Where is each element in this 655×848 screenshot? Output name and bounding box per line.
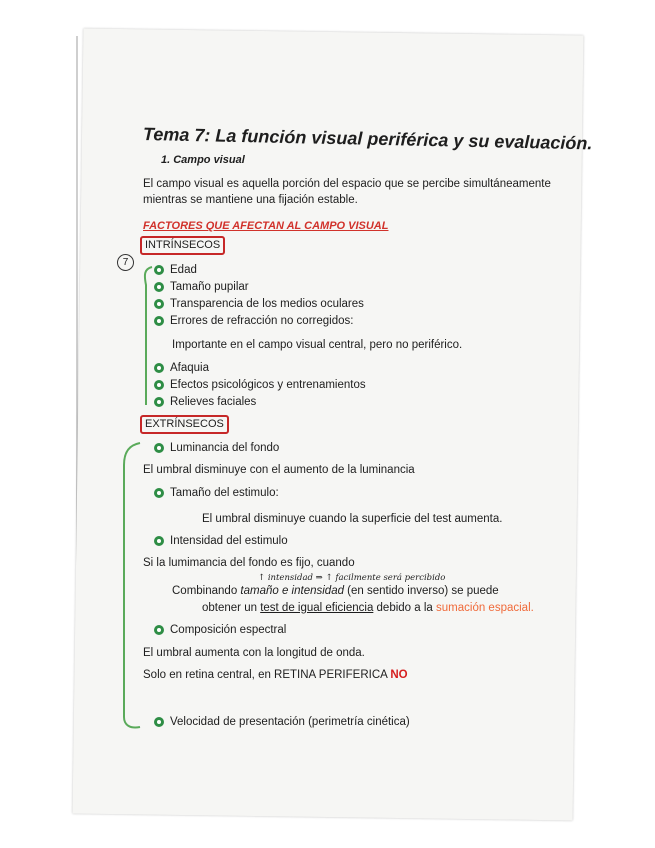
list-item bbox=[154, 624, 286, 636]
spectral-note-2-no: NO bbox=[390, 669, 408, 681]
list-item-label: Relieves faciales bbox=[170, 396, 257, 408]
list-item-label: Edad bbox=[170, 264, 197, 276]
list-item-label: Transparencia de los medios oculares bbox=[170, 298, 364, 310]
obtain-underlined: test de igual eficiencia bbox=[260, 602, 374, 614]
extrinsic-label: EXTRÍNSECOS bbox=[140, 415, 229, 434]
list-item bbox=[154, 379, 366, 391]
combine-italic: tamaño e intensidad bbox=[240, 585, 344, 597]
bullet-icon bbox=[154, 717, 164, 727]
bullet-icon bbox=[154, 443, 164, 453]
bullet-icon bbox=[154, 488, 164, 498]
spectral-note-2-text: Solo en retina central, en RETINA PERIFERICA bbox=[143, 669, 391, 681]
page-title: Tema 7: La función visual periférica y su evaluación. bbox=[142, 124, 593, 154]
intensity-formula: ↑ intensidad ⇒ ↑ facilmente será percibido bbox=[258, 573, 446, 583]
obtain-text: obtener un bbox=[202, 602, 261, 614]
factors-heading: FACTORES QUE AFECTAN AL CAMPO VISUAL bbox=[143, 220, 389, 232]
list-item-label: Velocidad de presentación (perimetría cinética) bbox=[170, 716, 410, 728]
list-item bbox=[154, 716, 410, 728]
bullet-icon bbox=[154, 625, 164, 635]
size-note: El umbral disminuye cuando la superficie del test aumenta. bbox=[202, 513, 503, 525]
bullet-icon bbox=[154, 536, 164, 546]
bullet-icon bbox=[154, 265, 164, 275]
bullet-icon bbox=[154, 299, 164, 309]
intrinsic-note: Importante en el campo visual central, pero no periférico. bbox=[172, 339, 463, 351]
intro-line-2: mientras se mantiene una fijación estable. bbox=[143, 194, 358, 206]
list-item-label: Errores de refracción no corregidos: bbox=[170, 315, 354, 327]
list-item bbox=[154, 535, 288, 547]
list-item bbox=[154, 396, 256, 408]
obtain-highlight: sumación espacial. bbox=[436, 602, 534, 614]
list-item-label: Intensidad del estimulo bbox=[170, 535, 288, 547]
list-item-label: Tamaño pupilar bbox=[170, 281, 249, 293]
list-item-label: Composición espectral bbox=[170, 624, 287, 636]
list-item-label: Luminancia del fondo bbox=[170, 442, 280, 454]
list-item bbox=[154, 487, 279, 499]
list-item bbox=[154, 281, 249, 293]
obtain-line bbox=[202, 602, 534, 614]
luminance-note: El umbral disminuye con el aumento de la luminancia bbox=[143, 464, 415, 476]
list-item bbox=[154, 298, 364, 310]
list-item-label: Tamaño del estimulo: bbox=[170, 487, 279, 499]
number-circle: 7 bbox=[117, 254, 134, 271]
list-item bbox=[154, 362, 209, 374]
list-item bbox=[154, 315, 353, 327]
list-item-label: Efectos psicológicos y entrenamientos bbox=[170, 379, 366, 391]
bullet-icon bbox=[154, 316, 164, 326]
spectral-note-1: El umbral aumenta con la longitud de onda. bbox=[143, 647, 365, 659]
intro-line-1: El campo visual es aquella porción del espacio que se percibe simultáneamente bbox=[143, 178, 551, 190]
intensity-note: Si la lumimancia del fondo es fijo, cuando bbox=[143, 557, 355, 569]
bullet-icon bbox=[154, 282, 164, 292]
bullet-icon bbox=[154, 397, 164, 407]
combine-line bbox=[172, 585, 499, 597]
bullet-icon bbox=[154, 380, 164, 390]
bullet-icon bbox=[154, 363, 164, 373]
list-item bbox=[154, 442, 279, 454]
spectral-note-2 bbox=[143, 669, 408, 681]
section-heading: 1. Campo visual bbox=[161, 154, 245, 166]
intrinsic-label: INTRÍNSECOS bbox=[140, 236, 225, 255]
obtain-text-mid: debido a la bbox=[373, 602, 437, 614]
combine-text: Combinando bbox=[172, 585, 241, 597]
combine-text-post: (en sentido inverso) se puede bbox=[343, 585, 499, 597]
list-item-label: Afaquia bbox=[170, 362, 210, 374]
list-item bbox=[154, 264, 197, 276]
